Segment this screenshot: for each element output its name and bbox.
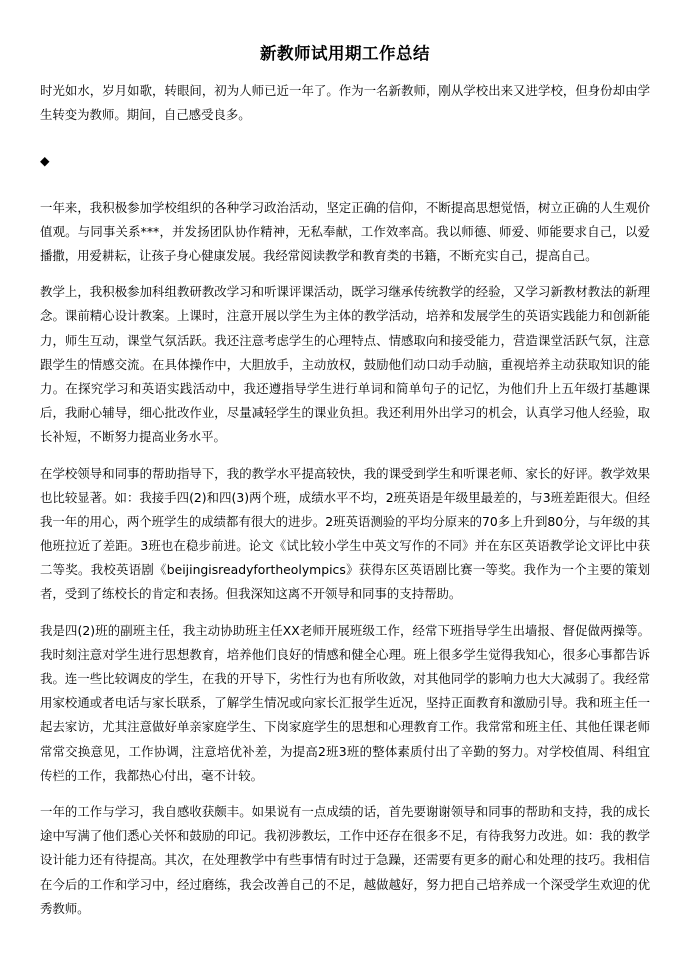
paragraph-5: 我是四(2)班的副班主任，我主动协助班主任XX老师开展班级工作，经常下班指导学生出墙报、督促做两操等。我时刻注意对学生进行思想教育，培养他们良好的情感和健全心理。班上很多学生觉得我知心，很多心事都告诉我。连一些比较调皮的学生，在我的开导下，劣性行为也有所收敛，对其他同学的影响力也大大减弱了。我经常用家校通或者电话与家长联系，了解学生情况或向家长汇报学生近况，坚持正面教育和激励引导。我和班主任一起去家访，尤其注意做好单亲家庭学生、下岗家庭学生的思想和心理教育工作。我常常和班主任、其他任课老师常常交换意见，工作协调，注意培优补差，为提高2班3班的整体素质付出了辛勤的努力。对学校值周、科组宜传栏的工作，我都热心付出，毫不计较。	[40, 622, 650, 783]
paragraph-1: 时光如水，岁月如歌，转眼间，初为人师已近一年了。作为一名新教师，刚从学校出来又进学校，但身份却由学生转变为教师。期间，自己感受良多。	[40, 83, 650, 123]
paragraph-6: 一年的工作与学习，我自感收获颇丰。如果说有一点成绩的话，首先要谢谢领导和同事的帮助和支持，我的成长途中写满了他们悉心关怀和鼓励的印记。我初涉教坛，工作中还存在很多不足，有待我努力改进。如：我的教学设计能力还有待提高。其次，在处理教学中有些事情有时过于急躁，还需要有更多的耐心和处理的技巧。我相信在今后的工作和学习中，经过磨练，我会改善自己的不足，越做越好，努力把自己培养成一个深受学生欢迎的优秀教师。	[40, 803, 650, 916]
paragraph-3: 教学上，我积极参加科组教研教改学习和听课评课活动，既学习继承传统教学的经验，又学习新教材教法的新理念。课前精心设计教案。上课时，注意开展以学生为主体的教学活动，培养和发展学生的英语实践能力和创新能力，师生互动，课堂气氛活跃。我还注意考虑学生的心理特点、情感取向和接受能力，营造课堂活跃气氛，注意跟学生的情感交流。在具体操作中，大胆放手，主动放权，鼓励他们动口动手动脑，重视培养主动获取知识的能力。在探究学习和英语实践活动中，我还遵指导学生进行单词和简单句子的记忆，为他们升上五年级打基趣课后，我耐心辅导，细心批改作业，尽量减轻学生的课业负担。我还利用外出学习的机会，认真学习他人经验，取长补短，不断努力提高业务水平。	[40, 284, 650, 445]
paragraph-4: 在学校领导和同事的帮助指导下，我的教学水平提高较快，我的课受到学生和听课老师、家长的好评。教学效果也比较显著。如：我接手四(2)和四(3)两个班，成绩水平不均，2班英语是年级里最差的，与3班差距很大。但经我一年的用心，两个班学生的成绩都有很大的进步。2班英语测验的平均分原来的70多上升到80分，与年级的其他班拉近了差距。3班也在稳步前进。论文《试比较小学生中英文写作的不同》并在东区英语教学论文评比中获二等奖。我校英语剧《beijingisreadyfortheolympics》获得东区英语剧比赛一等奖。我作为一个主要的策划者，受到了练校长的肯定和表扬。但我深知这离不开领导和同事的支持帮助。	[40, 465, 650, 602]
page-title: 新教师试用期工作总结	[260, 44, 430, 63]
paragraph-spacer	[40, 186, 650, 196]
paragraph-2: 一年来，我积极参加学校组织的各种学习政治活动，坚定正确的信仰，不断提高思想觉悟，树立正确的人生观价值观。与同事关系***，并发扬团队协作精神，无私奉献，工作效率高。我以师德、师爱、师能要求自己，以爱播撒，用爱耕耘，让孩子身心健康发展。我经常阅读教学和教育类的书籍，不断充实自己，提高自己。	[40, 199, 650, 264]
paragraph-spacer	[40, 139, 650, 149]
bullet-marker: ◆	[40, 153, 50, 169]
